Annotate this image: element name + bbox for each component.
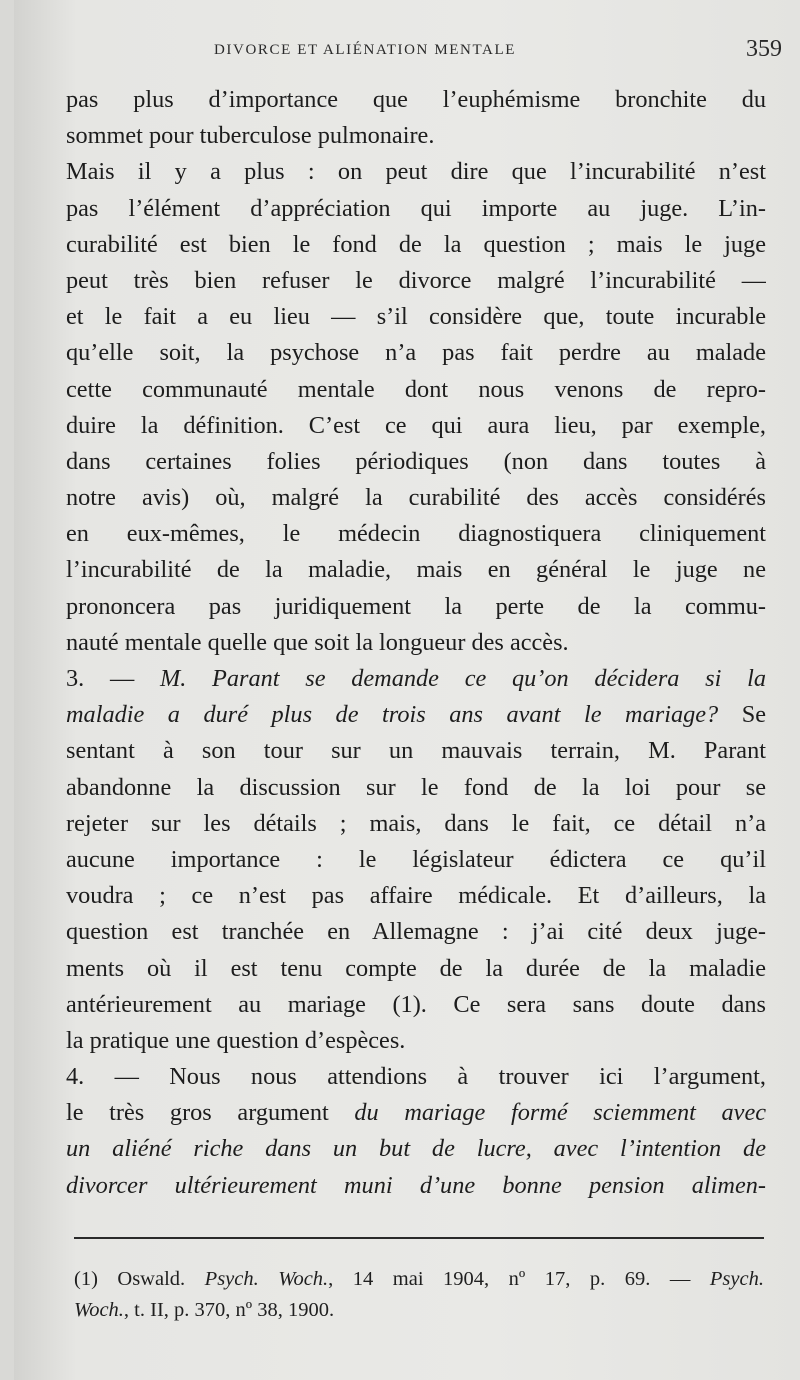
italic-text: du mariage formé sciemment avec (354, 1099, 766, 1127)
text-line (66, 372, 766, 408)
text-run: et le fait a eu lieu — s’il considère que, toute incurable (66, 303, 766, 331)
text-run: question est tranchée en Allemagne : j’ai cité deux juge- (66, 918, 766, 946)
text-run: l’incurabilité de la maladie, mais en général le juge ne (66, 556, 766, 584)
footnote-line (74, 1295, 764, 1326)
text-line (66, 1131, 766, 1167)
text-line (66, 1168, 766, 1204)
text-line (66, 118, 766, 154)
text-run: prononcera pas juridiquement la perte de la commu- (66, 592, 766, 620)
text-line (66, 878, 766, 914)
text-line (66, 806, 766, 842)
book-page (14, 0, 800, 1380)
text-run: la pratique une question d’espèces. (66, 1026, 406, 1054)
italic-text: Psych. Woch. (204, 1268, 329, 1290)
text-line (66, 335, 766, 371)
text-run: Se (718, 701, 766, 729)
italic-text: maladie a duré plus de trois ans avant le mariage? (66, 701, 719, 729)
text-run: 3. — (66, 665, 160, 692)
italic-text: Psych. (709, 1268, 764, 1290)
text-line (66, 697, 766, 733)
text-run: antérieurement au mariage (1). Ce sera sans doute dans (66, 990, 766, 1018)
text-line (66, 154, 766, 190)
text-run: curabilité est bien le fond de la question ; mais le juge (66, 230, 766, 258)
text-run: le très gros argument (66, 1099, 355, 1127)
text-run: abandonne la discussion sur le fond de la loi pour se (66, 773, 766, 801)
text-line (66, 1095, 766, 1131)
text-line (66, 914, 766, 950)
italic-text: un aliéné riche dans un but de lucre, avec l’intention de (66, 1135, 766, 1163)
text-run: pas plus d’importance que l’euphémisme bronchite du (66, 86, 766, 113)
text-line (66, 516, 766, 552)
text-run: sentant à son tour sur un mauvais terrain, M. Parant (66, 737, 766, 765)
text-run: en eux-mêmes, le médecin diagnostiquera cliniquement (66, 520, 766, 548)
page-number: 359 (746, 36, 782, 62)
text-line (66, 299, 766, 335)
text-line (66, 552, 766, 588)
italic-text: divorcer ultérieurement muni d’une bonne pension alimen- (66, 1171, 766, 1199)
text-run: rejeter sur les détails ; mais, dans le fait, ce détail n’a (66, 809, 766, 837)
text-line (66, 842, 766, 878)
text-line (66, 227, 766, 263)
text-run: Mais il y a plus : on peut dire que l’incurabilité n’est (66, 158, 766, 186)
text-line (66, 625, 766, 661)
footnote-divider (74, 1237, 764, 1239)
text-line (66, 444, 766, 480)
text-run: duire la définition. C’est ce qui aura lieu, par exemple, (66, 411, 766, 439)
text-run: peut très bien refuser le divorce malgré l’incurabilité — (66, 266, 766, 294)
text-line (66, 1023, 766, 1059)
footnote (74, 1264, 764, 1326)
text-run: pas l’élément d’appréciation qui importe au juge. L’in- (66, 194, 766, 222)
text-run: , t. II, p. 370, nº 38, 1900. (123, 1299, 335, 1321)
text-run: notre avis) où, malgré la curabilité des accès considérés (66, 484, 766, 512)
footnote-line (74, 1264, 764, 1295)
text-run: ments où il est tenu compte de la durée de la maladie (66, 954, 766, 982)
body-text (66, 82, 766, 1204)
text-line (66, 82, 766, 118)
text-run: voudra ; ce n’est pas affaire médicale. Et d’ailleurs, la (66, 882, 766, 910)
text-run: nauté mentale quelle que soit la longueur des accès. (66, 628, 569, 656)
text-run: aucune importance : le législateur édictera ce qu’il (66, 845, 766, 873)
text-line (66, 1059, 766, 1095)
text-line (66, 263, 766, 299)
text-line (66, 661, 766, 697)
text-run: 4. — Nous nous attendions à trouver ici l’argument, (66, 1063, 766, 1091)
italic-text: Woch. (74, 1299, 124, 1321)
text-line (66, 770, 766, 806)
text-run: (1) Oswald. (74, 1268, 205, 1290)
text-line (66, 480, 766, 516)
text-run: dans certaines folies périodiques (non dans toutes à (66, 447, 766, 475)
running-header: DIVORCE ET ALIÉNATION MENTALE (214, 42, 516, 58)
italic-text: M. Parant se demande ce qu’on décidera si la (160, 665, 766, 692)
text-run: cette communauté mentale dont nous venons de repro- (66, 375, 766, 403)
text-line (66, 987, 766, 1023)
text-run: sommet pour tuberculose pulmonaire. (66, 122, 435, 150)
text-line (66, 589, 766, 625)
text-run: , 14 mai 1904, nº 17, p. 69. — (328, 1268, 710, 1290)
text-line (66, 408, 766, 444)
text-line (66, 733, 766, 769)
text-line (66, 191, 766, 227)
text-line (66, 951, 766, 987)
text-run: qu’elle soit, la psychose n’a pas fait perdre au malade (66, 339, 766, 367)
